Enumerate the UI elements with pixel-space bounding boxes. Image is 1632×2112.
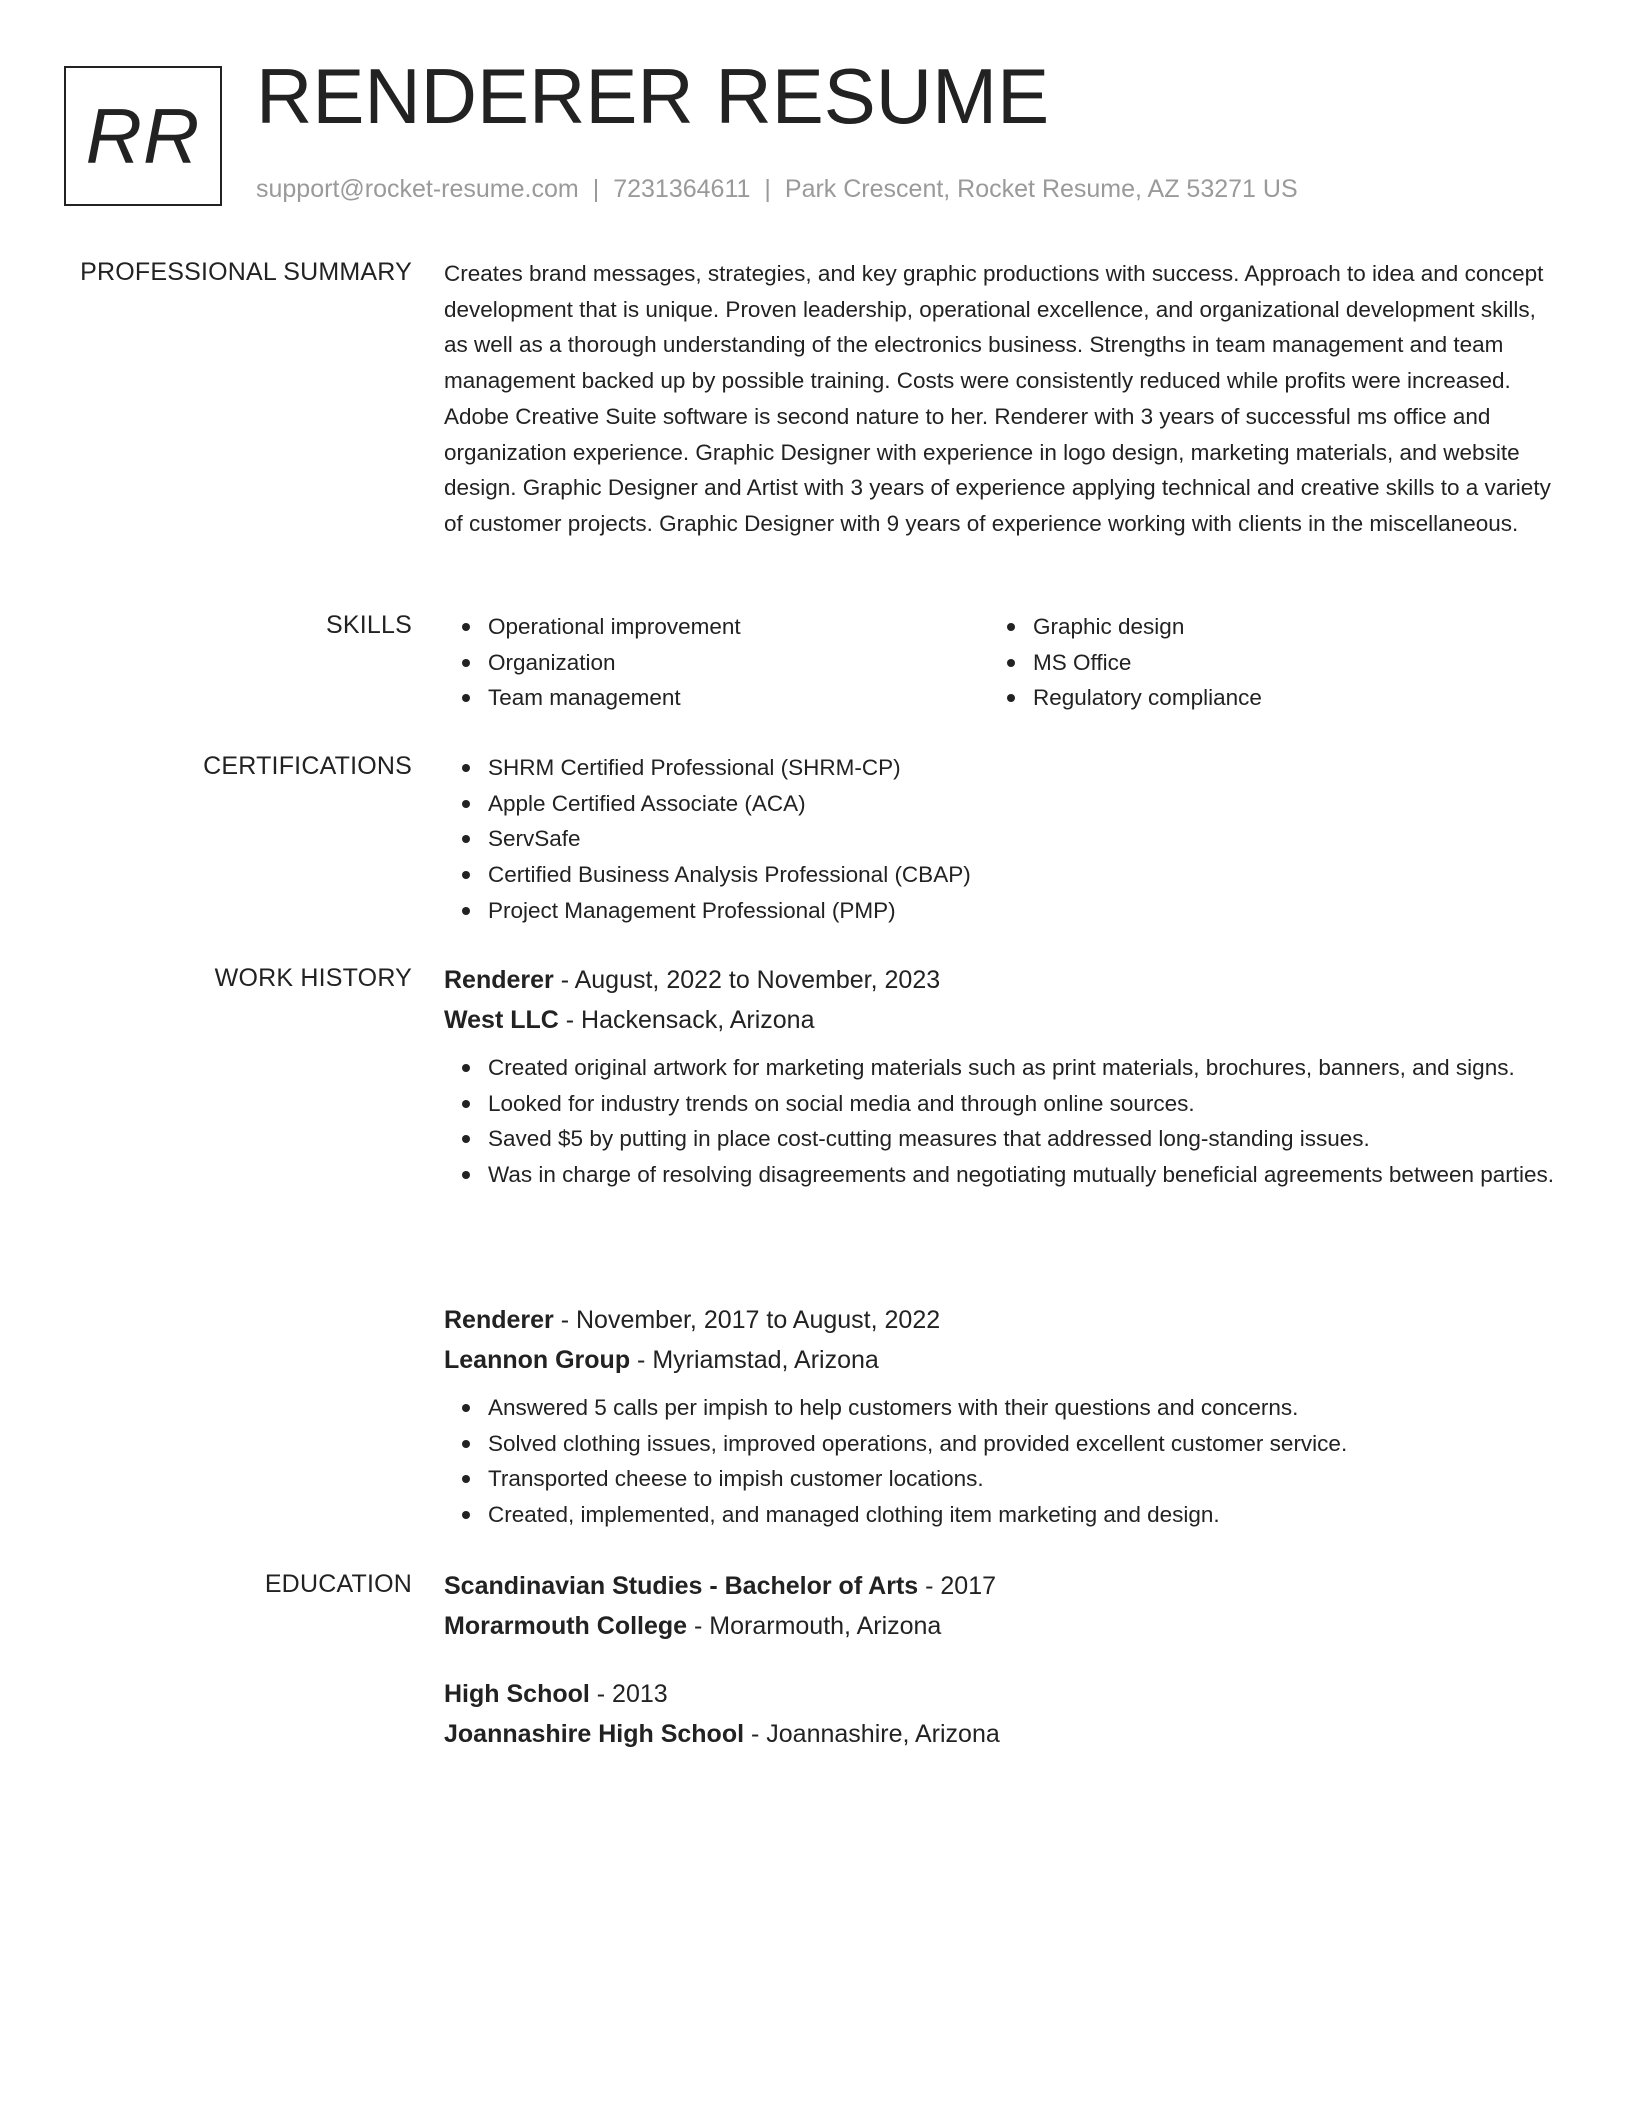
section-heading-education: EDUCATION <box>264 1570 412 1598</box>
job-dates: - November, 2017 to August, 2022 <box>553 1306 941 1334</box>
job-bullet: Was in charge of resolving disagreements and negotiating mutually beneficial agreements between parties. <box>488 1157 1556 1193</box>
job-bullet: Looked for industry trends on social media and through online sources. <box>488 1086 1556 1122</box>
summary-body <box>444 256 1556 542</box>
job-company-line <box>444 1340 1556 1380</box>
job-title-line <box>444 1300 1556 1340</box>
section-heading-certifications: CERTIFICATIONS <box>203 752 412 780</box>
section-heading-skills: SKILLS <box>326 611 412 639</box>
education-school: Morarmouth College <box>444 1612 688 1640</box>
monogram-initials: RR <box>85 92 201 180</box>
education-degree: Scandinavian Studies - Bachelor of Arts <box>444 1572 919 1600</box>
education-school: Joannashire High School <box>444 1720 745 1748</box>
skills-grid <box>444 609 1556 716</box>
job-dates: - August, 2022 to November, 2023 <box>553 966 941 994</box>
job-bullet: Created, implemented, and managed clothing item marketing and design. <box>488 1497 1556 1533</box>
job-title-line <box>444 960 1556 1000</box>
contact-phone: 7231364611 <box>613 175 751 203</box>
education-year: - 2017 <box>918 1572 997 1600</box>
job-bullet: Answered 5 calls per impish to help customers with their questions and concerns. <box>488 1390 1556 1426</box>
section-heading-summary: PROFESSIONAL SUMMARY <box>80 258 412 286</box>
job-location: - Hackensack, Arizona <box>558 1006 815 1034</box>
education-location: - Joannashire, Arizona <box>744 1720 1000 1748</box>
education-school-line <box>444 1606 1556 1646</box>
contact-line <box>256 174 1298 204</box>
certification-item: ServSafe <box>488 821 1556 857</box>
certification-item: SHRM Certified Professional (SHRM-CP) <box>488 750 1556 786</box>
certification-item: Apple Certified Associate (ACA) <box>488 786 1556 822</box>
education-school-line <box>444 1714 1556 1754</box>
summary-text: Creates brand messages, strategies, and key graphic productions with success. Approach to idea and concept development that is unique. Proven leadership, operational excellence, and organizational development skills, as well as a thorough understanding of the electronics business. Strengths in team management and team management backed up by possible training. Costs were consistently reduced while profits were increased. Adobe Creative Suite software is second nature to her. Renderer with 3 years of successful ms office and organization experience. Graphic Designer with experience in logo design, marketing materials, and website design. Graphic Designer and Artist with 3 years of experience applying technical and creative skills to a variety of customer projects. Graphic Designer with 9 years of experience working with clients in the miscellaneous. <box>444 261 1551 536</box>
job-bullet: Saved $5 by putting in place cost-cutting measures that addressed long-standing issues. <box>488 1121 1556 1157</box>
contact-email: support@rocket-resume.com <box>256 175 579 203</box>
contact-separator: | <box>764 175 771 203</box>
education-location: - Morarmouth, Arizona <box>687 1612 942 1640</box>
certifications-body <box>444 750 1556 929</box>
job-bullet: Transported cheese to impish customer locations. <box>488 1461 1556 1497</box>
education-degree: High School <box>444 1680 590 1708</box>
skill-item: Graphic design <box>1033 609 1534 645</box>
job-title: Renderer <box>444 1306 554 1334</box>
contact-address: Park Crescent, Rocket Resume, AZ 53271 US <box>784 175 1298 203</box>
skill-item: Team management <box>488 680 989 716</box>
certification-item: Certified Business Analysis Professional (CBAP) <box>488 857 1556 893</box>
skill-item: Operational improvement <box>488 609 989 645</box>
skills-column-right <box>989 609 1534 716</box>
section-heading-work-history: WORK HISTORY <box>214 964 412 992</box>
job-title: Renderer <box>444 966 554 994</box>
job-location: - Myriamstad, Arizona <box>630 1346 879 1374</box>
skills-column-left <box>444 609 989 716</box>
job-company: Leannon Group <box>444 1346 631 1374</box>
job-company-line <box>444 1000 1556 1040</box>
job-bullet: Created original artwork for marketing materials such as print materials, brochures, banners, and signs. <box>488 1050 1556 1086</box>
education-year: - 2013 <box>589 1680 668 1708</box>
monogram-box <box>64 66 222 206</box>
education-degree-line <box>444 1674 1556 1714</box>
job-bullet: Solved clothing issues, improved operations, and provided excellent customer service. <box>488 1426 1556 1462</box>
skill-item: Organization <box>488 645 989 681</box>
resume-name: RENDERER RESUME <box>256 52 1050 140</box>
skills-body <box>444 609 1556 716</box>
contact-separator: | <box>592 175 600 203</box>
job-company: West LLC <box>444 1006 559 1034</box>
skill-item: MS Office <box>1033 645 1534 681</box>
certification-item: Project Management Professional (PMP) <box>488 893 1556 929</box>
skill-item: Regulatory compliance <box>1033 680 1534 716</box>
education-degree-line <box>444 1566 1556 1606</box>
